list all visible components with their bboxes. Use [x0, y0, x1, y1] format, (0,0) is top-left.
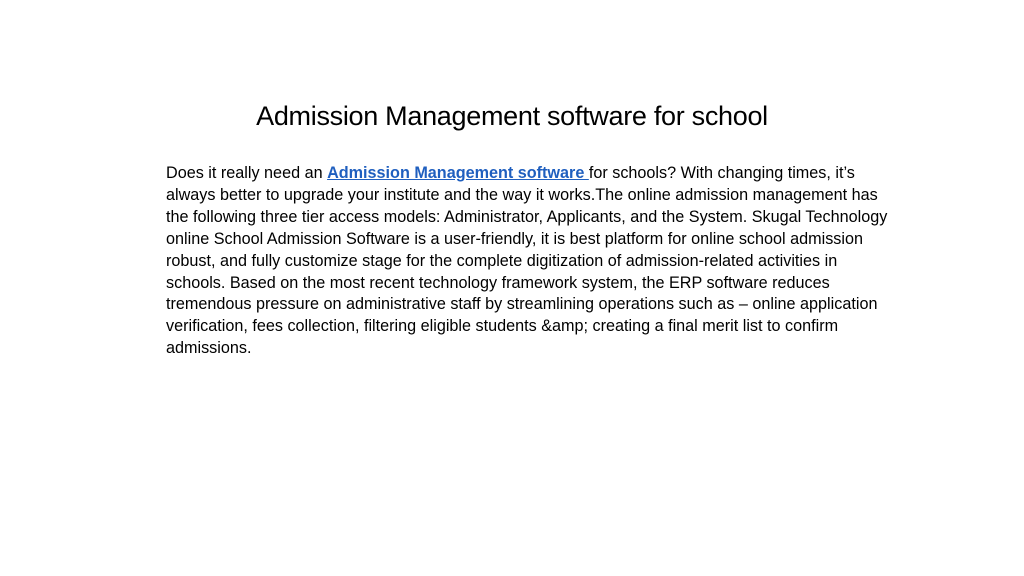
body-text-before-link: Does it really need an	[166, 164, 328, 182]
slide-title: Admission Management software for school	[256, 101, 768, 131]
slide-body-paragraph	[166, 163, 896, 360]
admission-software-link[interactable]: Admission Management software	[327, 164, 589, 182]
body-text-after-link: for schools? With changing times, it’s always better to upgrade your institute and the way it works.The online admission management has the following three tier access models: Administrator, Applicants, and the System. Skugal Technology online School Admission Software is a user-friendly, it is best platform for online school admission robust, and fully customize stage for the complete digitization of admission-related activities in schools. Based on the most recent technology framework system, the ERP software reduces tremendous pressure on administrative staff by streamlining operations such as – online application verification, fees collection, filtering eligible students &amp; creating a final merit list to confirm admissions.	[166, 164, 888, 358]
